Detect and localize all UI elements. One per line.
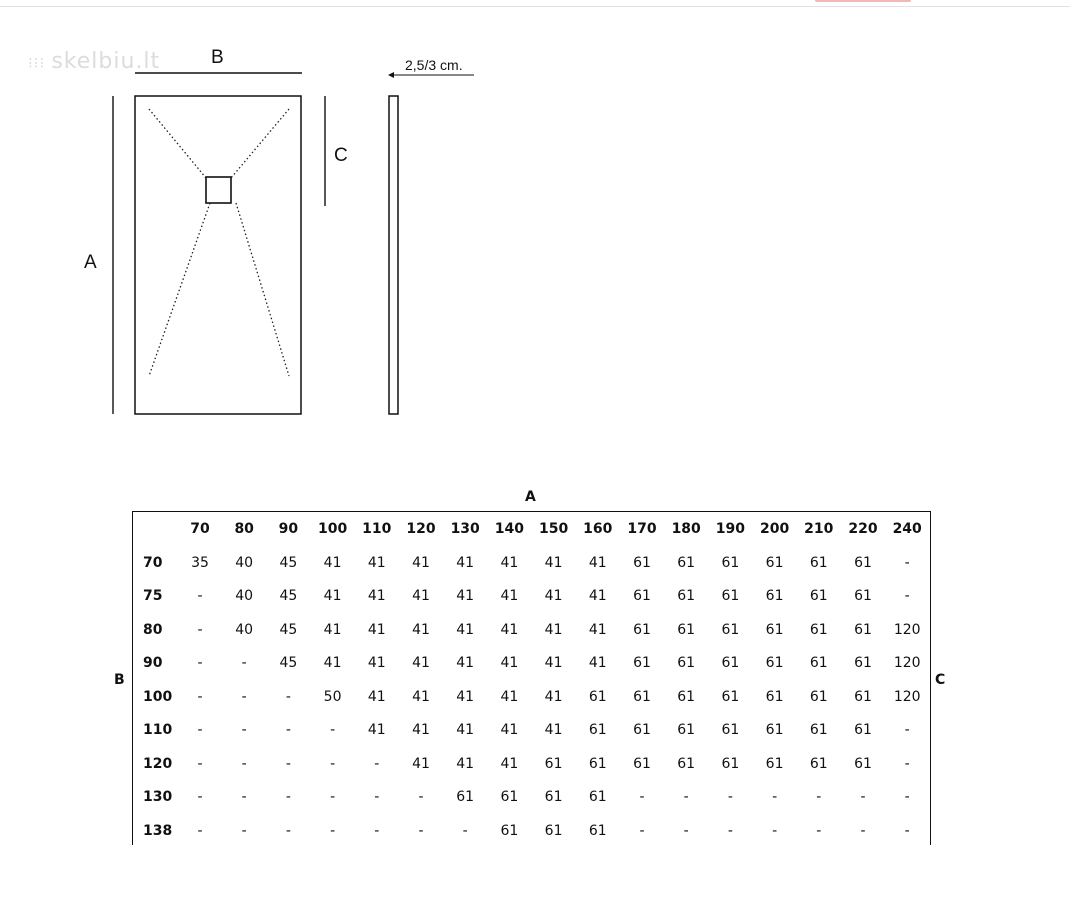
table-cell: 41 xyxy=(367,588,386,604)
table-cell: 41 xyxy=(456,554,475,571)
table-cell: 41 xyxy=(323,588,342,604)
table-cell: - xyxy=(197,755,203,772)
table-cell: 61 xyxy=(677,554,696,571)
table-cell: 35 xyxy=(191,554,209,571)
thickness-arrow-icon xyxy=(388,72,394,78)
row-header: 70 xyxy=(143,554,163,571)
table-cell: - xyxy=(197,722,203,738)
table-cell: 61 xyxy=(809,588,828,604)
table-cell: 41 xyxy=(367,621,386,638)
table-cell: - xyxy=(683,789,689,805)
table-cell: - xyxy=(241,655,247,671)
table-cell: 61 xyxy=(588,688,607,705)
watermark-logo-icon: ⁝⁝⁝ xyxy=(28,54,46,72)
table-cell: 61 xyxy=(854,722,872,738)
table-cell: - xyxy=(462,822,468,839)
table-cell: 41 xyxy=(367,688,386,705)
row-header: 130 xyxy=(143,789,173,805)
table-cell: - xyxy=(816,789,822,805)
table-cell: 61 xyxy=(854,554,872,571)
column-header: 180 xyxy=(671,521,701,537)
table-cell: 61 xyxy=(633,755,651,772)
row-header: 100 xyxy=(143,688,173,705)
column-header: 100 xyxy=(317,521,348,537)
table-cell: 61 xyxy=(721,722,740,738)
table-cell: 61 xyxy=(809,722,828,738)
table-cell: 61 xyxy=(721,554,740,571)
table-cell: 50 xyxy=(323,688,342,705)
table-cell: - xyxy=(860,789,866,805)
table-cell: 120 xyxy=(893,688,921,705)
table-cell: 61 xyxy=(809,688,828,705)
table-cell: - xyxy=(285,722,291,738)
table-cell: 61 xyxy=(721,621,740,638)
table-cell: 61 xyxy=(677,755,696,772)
table-cell: 41 xyxy=(588,621,607,638)
table-cell: - xyxy=(241,789,247,805)
table-cell: 41 xyxy=(367,554,386,571)
table-cell: 61 xyxy=(500,789,519,805)
table-cell: 61 xyxy=(633,554,651,571)
table-cell: - xyxy=(772,789,778,805)
table-cell: - xyxy=(418,822,424,839)
table-axis-b: B xyxy=(114,672,125,688)
table-cell: - xyxy=(772,822,778,839)
table-cell: 61 xyxy=(765,722,784,738)
table-cell: - xyxy=(860,822,866,839)
column-header: 110 xyxy=(362,521,392,537)
table-cell: 61 xyxy=(544,789,563,805)
table-cell: 41 xyxy=(412,621,430,638)
table-cell: - xyxy=(197,822,203,839)
table-cell: - xyxy=(330,789,336,805)
table-cell: 61 xyxy=(500,822,519,839)
table-cell: 41 xyxy=(500,621,519,638)
column-header: 190 xyxy=(715,521,745,537)
table-cell: 41 xyxy=(323,554,342,571)
drain-square xyxy=(206,177,231,203)
table-cell: 61 xyxy=(765,755,784,772)
table-cell: - xyxy=(285,688,291,705)
dimension-table xyxy=(132,511,931,845)
table-cell: 61 xyxy=(809,621,828,638)
table-cell: 61 xyxy=(765,621,784,638)
table-cell: - xyxy=(197,688,203,705)
table-cell: 61 xyxy=(633,688,651,705)
table-cell: 41 xyxy=(500,722,519,738)
column-header: 70 xyxy=(190,521,210,537)
table-axis-a: A xyxy=(525,489,536,505)
table-cell: - xyxy=(330,722,336,738)
table-cell: 61 xyxy=(765,588,784,604)
table-cell: 41 xyxy=(412,755,430,772)
table-cell: 41 xyxy=(412,554,430,571)
column-header: 220 xyxy=(848,521,878,537)
table-cell: 61 xyxy=(677,621,696,638)
row-header: 90 xyxy=(143,655,163,671)
column-header: 90 xyxy=(278,521,299,537)
table-cell: 40 xyxy=(235,621,254,638)
table-cell: 61 xyxy=(677,722,696,738)
table-cell: 41 xyxy=(412,655,430,671)
column-header: 210 xyxy=(804,521,834,537)
table-cell: 41 xyxy=(588,588,607,604)
table-cell: 41 xyxy=(544,655,563,671)
table-cell: 61 xyxy=(765,554,784,571)
table-cell: 61 xyxy=(854,688,872,705)
table-cell: 41 xyxy=(588,554,607,571)
table-cell: 41 xyxy=(456,655,475,671)
table-cell: 41 xyxy=(500,688,519,705)
table-cell: - xyxy=(904,588,910,604)
table-cell: - xyxy=(330,822,336,839)
table-cell: 41 xyxy=(456,688,475,705)
table-cell: 41 xyxy=(367,722,386,738)
table-cell: 61 xyxy=(721,655,740,671)
table-cell: - xyxy=(904,789,910,805)
table-cell: - xyxy=(727,822,733,839)
table-cell: 41 xyxy=(500,588,519,604)
side-profile xyxy=(389,96,398,414)
column-header: 170 xyxy=(627,521,657,537)
table-cell: - xyxy=(904,822,910,839)
table-cell: - xyxy=(904,554,910,571)
table-cell: 45 xyxy=(279,655,298,671)
row-header: 110 xyxy=(143,722,173,738)
label-c: C xyxy=(334,145,348,166)
table-cell: 61 xyxy=(588,822,607,839)
table-cell: 61 xyxy=(854,755,872,772)
column-header: 140 xyxy=(494,521,524,537)
table-cell: 61 xyxy=(854,621,872,638)
table-cell: 61 xyxy=(765,688,784,705)
table-cell: - xyxy=(197,655,203,671)
column-header: 80 xyxy=(234,521,254,537)
table-cell: - xyxy=(816,822,822,839)
table-cell: 61 xyxy=(633,621,651,638)
table-cell: - xyxy=(285,755,291,772)
table-cell: 41 xyxy=(323,621,342,638)
table-cell: 45 xyxy=(279,554,298,571)
label-a: A xyxy=(84,252,97,273)
table-cell: - xyxy=(727,789,733,805)
watermark-text: skelbiu.lt xyxy=(51,49,161,74)
thickness-label: 2,5/3 cm. xyxy=(405,57,463,73)
table-cell: 61 xyxy=(677,655,696,671)
table-cell: - xyxy=(374,755,380,772)
table-cell: - xyxy=(197,789,203,805)
table-cell: 61 xyxy=(721,588,740,604)
table-cell: - xyxy=(241,822,247,839)
table-cell: 41 xyxy=(544,688,563,705)
table-cell: 41 xyxy=(456,722,475,738)
table-cell: - xyxy=(374,822,380,839)
table-cell: - xyxy=(285,822,291,839)
table-cell: 41 xyxy=(544,621,563,638)
row-header: 120 xyxy=(143,755,173,772)
table-cell: 61 xyxy=(677,588,696,604)
table-cell: 61 xyxy=(633,722,651,738)
table-cell: 61 xyxy=(854,588,872,604)
table-cell: 40 xyxy=(235,554,254,571)
table-cell: 120 xyxy=(893,621,921,638)
table-cell: 61 xyxy=(677,688,696,705)
table-cell: 61 xyxy=(456,789,475,805)
table-cell: 45 xyxy=(279,588,298,604)
table-cell: 120 xyxy=(893,655,921,671)
table-cell: - xyxy=(330,755,336,772)
table-cell: - xyxy=(197,588,203,604)
table-cell: 61 xyxy=(721,755,740,772)
row-header: 80 xyxy=(143,621,163,638)
table-cell: 40 xyxy=(235,588,254,604)
table-cell: 61 xyxy=(809,655,828,671)
table-cell: 41 xyxy=(412,688,430,705)
table-cell: - xyxy=(285,789,291,805)
table-cell: - xyxy=(418,789,424,805)
column-header: 240 xyxy=(892,521,922,537)
table-cell: 41 xyxy=(544,722,563,738)
table-cell: 41 xyxy=(500,554,519,571)
slope-lines xyxy=(149,109,289,376)
table-cell: 41 xyxy=(456,621,475,638)
table-cell: 61 xyxy=(588,755,607,772)
table-cell: 61 xyxy=(633,655,651,671)
table-cell: 61 xyxy=(854,655,872,671)
column-header: 200 xyxy=(759,521,790,537)
table-cell: - xyxy=(241,755,247,772)
table-cell: 61 xyxy=(809,554,828,571)
table-cell: 61 xyxy=(721,688,740,705)
table-cell: 41 xyxy=(367,655,386,671)
table-cell: 41 xyxy=(456,755,475,772)
table-cell: 41 xyxy=(323,655,342,671)
column-header: 120 xyxy=(406,521,436,537)
table-cell: 41 xyxy=(500,755,519,772)
table-cell: 41 xyxy=(412,722,430,738)
table-cell: 41 xyxy=(588,655,607,671)
table-cell: 41 xyxy=(456,588,475,604)
table-cell: 45 xyxy=(279,621,298,638)
tray-outline xyxy=(135,96,301,414)
table-cell: 41 xyxy=(412,588,430,604)
label-b: B xyxy=(211,47,224,68)
table-cell: - xyxy=(904,755,910,772)
table-cell: 61 xyxy=(588,722,607,738)
column-header: 130 xyxy=(450,521,480,537)
table-cell: - xyxy=(639,822,645,839)
column-header: 150 xyxy=(538,521,569,537)
table-cell: 41 xyxy=(500,655,519,671)
row-header: 138 xyxy=(143,822,173,839)
table-cell: 61 xyxy=(544,755,563,772)
table-cell: 61 xyxy=(544,822,563,839)
table-cell: - xyxy=(374,789,380,805)
table-cell: - xyxy=(241,688,247,705)
table-axis-c: C xyxy=(935,672,946,688)
table-cell: 61 xyxy=(809,755,828,772)
table-cell: 61 xyxy=(588,789,607,805)
table-cell: 41 xyxy=(544,588,563,604)
table-cell: - xyxy=(639,789,645,805)
table-cell: - xyxy=(241,722,247,738)
table-cell: 61 xyxy=(633,588,651,604)
table-cell: 61 xyxy=(765,655,784,671)
table-cell: - xyxy=(683,822,689,839)
row-header: 75 xyxy=(143,588,163,604)
column-header: 160 xyxy=(583,521,613,537)
table-cell: - xyxy=(904,722,910,738)
table-cell: 41 xyxy=(544,554,563,571)
table-cell: - xyxy=(197,621,203,638)
